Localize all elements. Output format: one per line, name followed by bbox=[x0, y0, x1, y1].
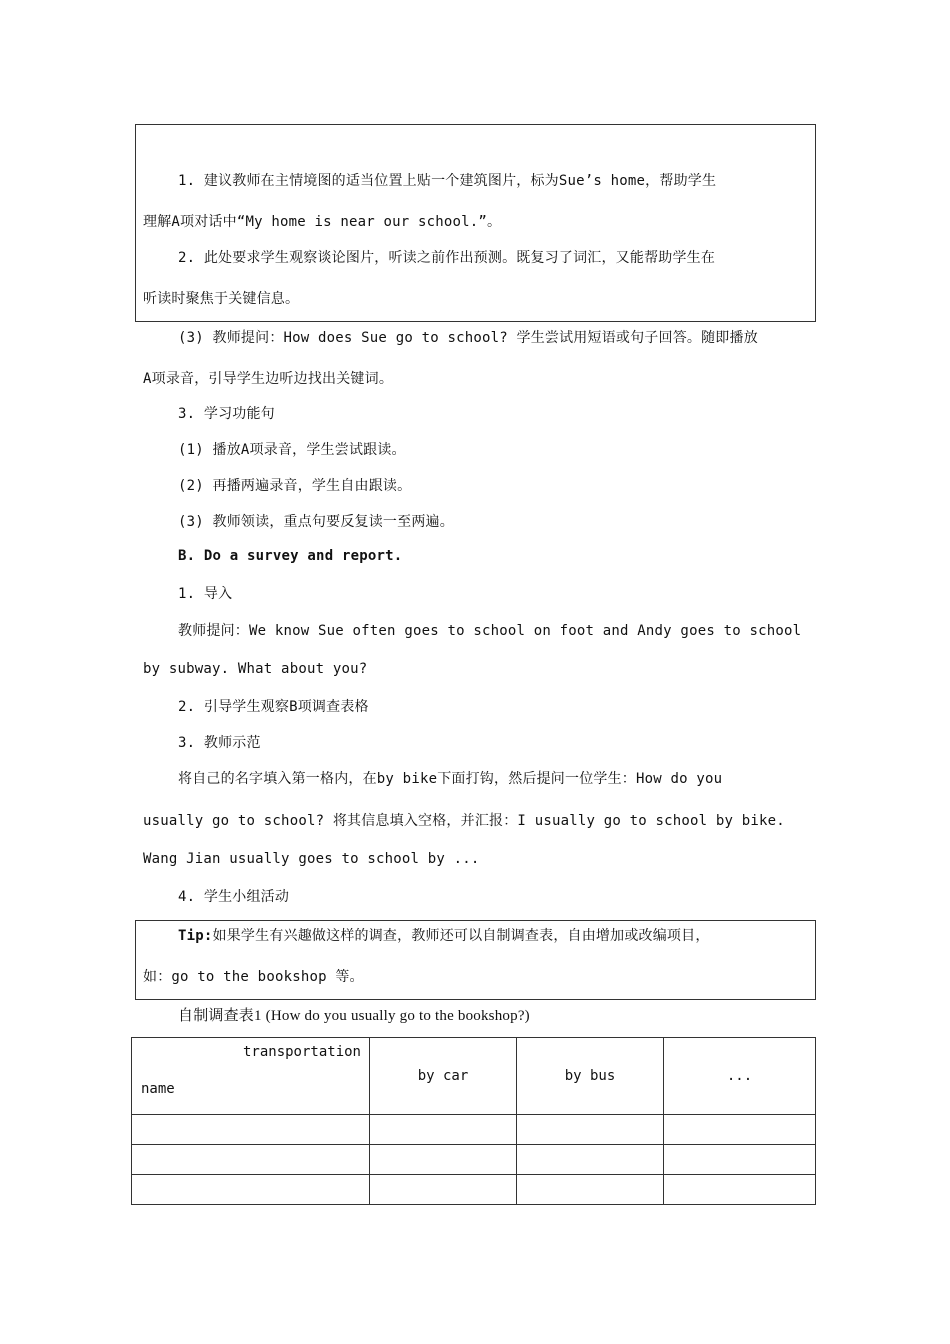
body-line-12: 3. 教师示范 bbox=[178, 735, 261, 751]
body-line-1: (3) 教师提问：How does Sue go to school? 学生尝试用短语或句子回答。随即播放 bbox=[178, 330, 758, 346]
body-line-15: Wang Jian usually goes to school by ... bbox=[143, 851, 480, 867]
note-line-2: 理解A项对话中“My home is near our school.”。 bbox=[143, 214, 502, 230]
body-line-5: (2) 再播两遍录音，学生自由跟读。 bbox=[178, 478, 412, 494]
table-cell[interactable] bbox=[370, 1175, 517, 1205]
body-line-13: 将自己的名字填入第一格内，在by bike下面打钩，然后提问一位学生：How do you bbox=[178, 771, 723, 787]
note-line-4: 听读时聚焦于关键信息。 bbox=[143, 291, 300, 307]
tip-line-1 bbox=[178, 925, 710, 945]
table-row bbox=[132, 1175, 816, 1205]
body-line-10: by subway. What about you? bbox=[143, 661, 368, 677]
table-cell[interactable] bbox=[370, 1115, 517, 1145]
body-line-6: (3) 教师领读，重点句要反复读一至两遍。 bbox=[178, 514, 454, 530]
body-line-16: 4. 学生小组活动 bbox=[178, 889, 290, 905]
header-name: name bbox=[141, 1081, 175, 1097]
body-line-11: 2. 引导学生观察B项调查表格 bbox=[178, 699, 369, 715]
table-row bbox=[132, 1115, 816, 1145]
table-cell[interactable] bbox=[664, 1145, 816, 1175]
note-line-3: 2. 此处要求学生观察谈论图片，听读之前作出预测。既复习了词汇，又能帮助学生在 bbox=[178, 250, 716, 266]
table-cell[interactable] bbox=[517, 1115, 664, 1145]
note-line-1: 1. 建议教师在主情境图的适当位置上贴一个建筑图片，标为Sue’s home，帮助学生 bbox=[178, 173, 717, 189]
body-line-4: (1) 播放A项录音，学生尝试跟读。 bbox=[178, 442, 406, 458]
table-cell[interactable] bbox=[132, 1175, 370, 1205]
section-b-heading: B. Do a survey and report. bbox=[178, 548, 403, 564]
table-row bbox=[132, 1145, 816, 1175]
survey-caption: 自制调查表1 (How do you usually go to the bookshop?) bbox=[178, 1008, 530, 1024]
header-transportation: transportation bbox=[242, 1044, 361, 1060]
tip-label: Tip: bbox=[178, 928, 213, 944]
table-cell[interactable] bbox=[664, 1175, 816, 1205]
tip-text: 如果学生有兴趣做这样的调查，教师还可以自制调查表，自由增加或改编项目， bbox=[212, 928, 710, 944]
table-cell[interactable] bbox=[132, 1145, 370, 1175]
body-line-2: A项录音，引导学生边听边找出关键词。 bbox=[143, 371, 394, 387]
header-diagonal-cell bbox=[132, 1038, 370, 1115]
table-cell[interactable] bbox=[132, 1115, 370, 1145]
column-header: by car bbox=[370, 1038, 517, 1115]
table-cell[interactable] bbox=[664, 1115, 816, 1145]
survey-table bbox=[131, 1037, 816, 1205]
body-line-9: 教师提问：We know Sue often goes to school on foot and Andy goes to school bbox=[178, 623, 802, 639]
body-line-8: 1. 导入 bbox=[178, 586, 233, 602]
column-header: by bus bbox=[517, 1038, 664, 1115]
table-cell[interactable] bbox=[517, 1175, 664, 1205]
table-cell[interactable] bbox=[517, 1145, 664, 1175]
body-line-3: 3. 学习功能句 bbox=[178, 406, 275, 422]
table-cell[interactable] bbox=[370, 1145, 517, 1175]
column-header: ... bbox=[664, 1038, 816, 1115]
tip-line-2: 如：go to the bookshop 等。 bbox=[143, 969, 364, 985]
body-line-14: usually go to school? 将其信息填入空格，并汇报：I usually go to school by bike. bbox=[143, 813, 785, 829]
